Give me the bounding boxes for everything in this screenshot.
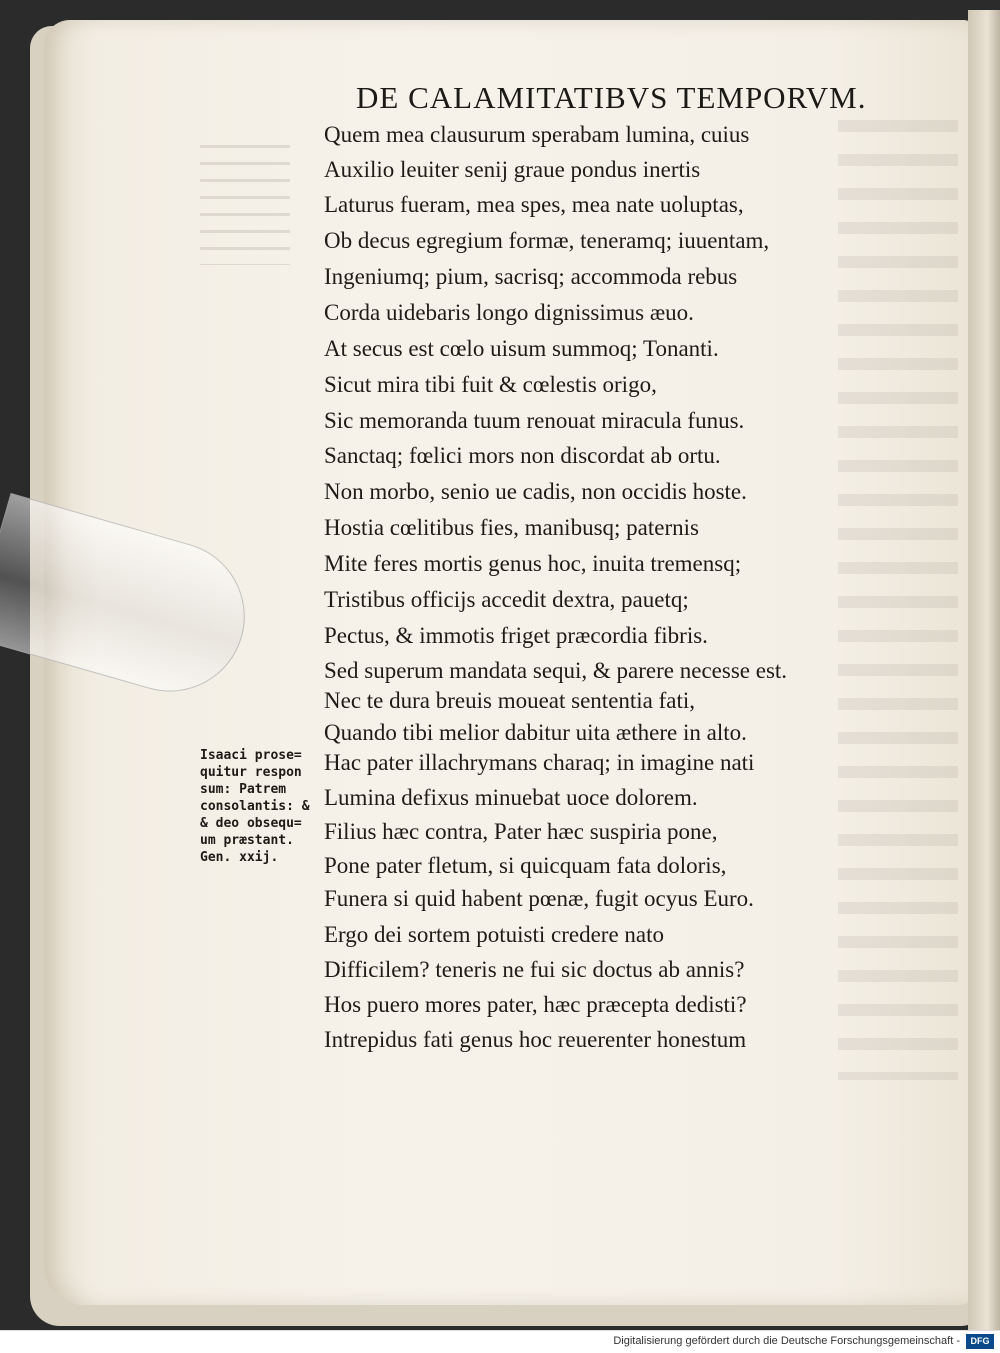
verse-line: Sanctaq; fœlici mors non discordat ab ortu.	[324, 443, 721, 468]
marginal-note-line: Gen. xxij.	[200, 850, 279, 865]
verse-line: Pectus, & immotis friget præcordia fibris.	[324, 623, 708, 648]
verse-line: Hac pater illachrymans charaq; in imagine nati	[324, 750, 755, 775]
marginal-note-line: consolantis: &	[200, 799, 310, 814]
verse-line: Mite feres mortis genus hoc, inuita tremensq;	[324, 551, 742, 576]
verse-line: Hostia cœlitibus fies, manibusq; paternis	[324, 515, 699, 540]
verse-line: At secus est cœlo uisum summoq; Tonanti.	[324, 336, 719, 361]
marginal-note-line: um præstant.	[200, 833, 294, 848]
funding-credit: Digitalisierung gefördert durch die Deutsche Forschungsgemeinschaft -	[613, 1335, 960, 1347]
verse-line: Auxilio leuiter senij graue pondus inertis	[324, 157, 701, 182]
running-header: DE CALAMITATIBVS TEMPORVM.	[356, 80, 867, 115]
verse-line: Difficilem? teneris ne fui sic doctus ab annis?	[324, 957, 745, 982]
footer-bar	[0, 1330, 1000, 1353]
verse-line: Sic memoranda tuum renouat miracula funus.	[324, 408, 745, 433]
verse-line: Sed superum mandata sequi, & parere necesse est.	[324, 658, 788, 683]
dfg-logo: DFG	[966, 1334, 994, 1349]
marginal-note-line: quitur respon	[200, 765, 302, 780]
verse-line: Ingeniumq; pium, sacrisq; accommoda rebus	[324, 264, 738, 289]
verse-line: Filius hæc contra, Pater hæc suspiria pone,	[324, 819, 718, 844]
verse-line: Funera si quid habent pœnæ, fugit ocyus Euro.	[324, 886, 754, 911]
verse-line: Quando tibi melior dabitur uita æthere in alto.	[324, 720, 747, 745]
facing-page-edge	[968, 10, 1000, 1330]
show-through-text-left	[200, 145, 290, 265]
verse-line: Ergo dei sortem potuisti credere nato	[324, 922, 665, 947]
verse-line: Quem mea clausurum sperabam lumina, cuius	[324, 122, 750, 147]
verse-line: Sicut mira tibi fuit & cœlestis origo,	[324, 372, 657, 397]
verse-line: Nec te dura breuis moueat sententia fati,	[324, 688, 696, 713]
verse-line: Intrepidus fati genus hoc reuerenter honestum	[324, 1027, 747, 1052]
verse-line: Lumina defixus minuebat uoce dolorem.	[324, 785, 698, 810]
marginal-note-line: Isaaci prose=	[200, 748, 302, 763]
marginal-note-line: sum: Patrem	[200, 782, 287, 797]
verse-line: Laturus fueram, mea spes, mea nate uoluptas,	[324, 192, 744, 217]
verse-line: Non morbo, senio ue cadis, non occidis hoste.	[324, 479, 747, 504]
marginal-note-line: & deo obsequ=	[200, 816, 302, 831]
verse-line: Corda uidebaris longo dignissimus æuo.	[324, 300, 694, 325]
verse-line: Pone pater fletum, si quicquam fata doloris,	[324, 853, 727, 878]
verse-line: Hos puero mores pater, hæc præcepta dedisti?	[324, 992, 747, 1017]
verse-line: Ob decus egregium formæ, teneramq; iuuentam,	[324, 228, 770, 253]
verse-line: Tristibus officijs accedit dextra, pauetq;	[324, 587, 689, 612]
